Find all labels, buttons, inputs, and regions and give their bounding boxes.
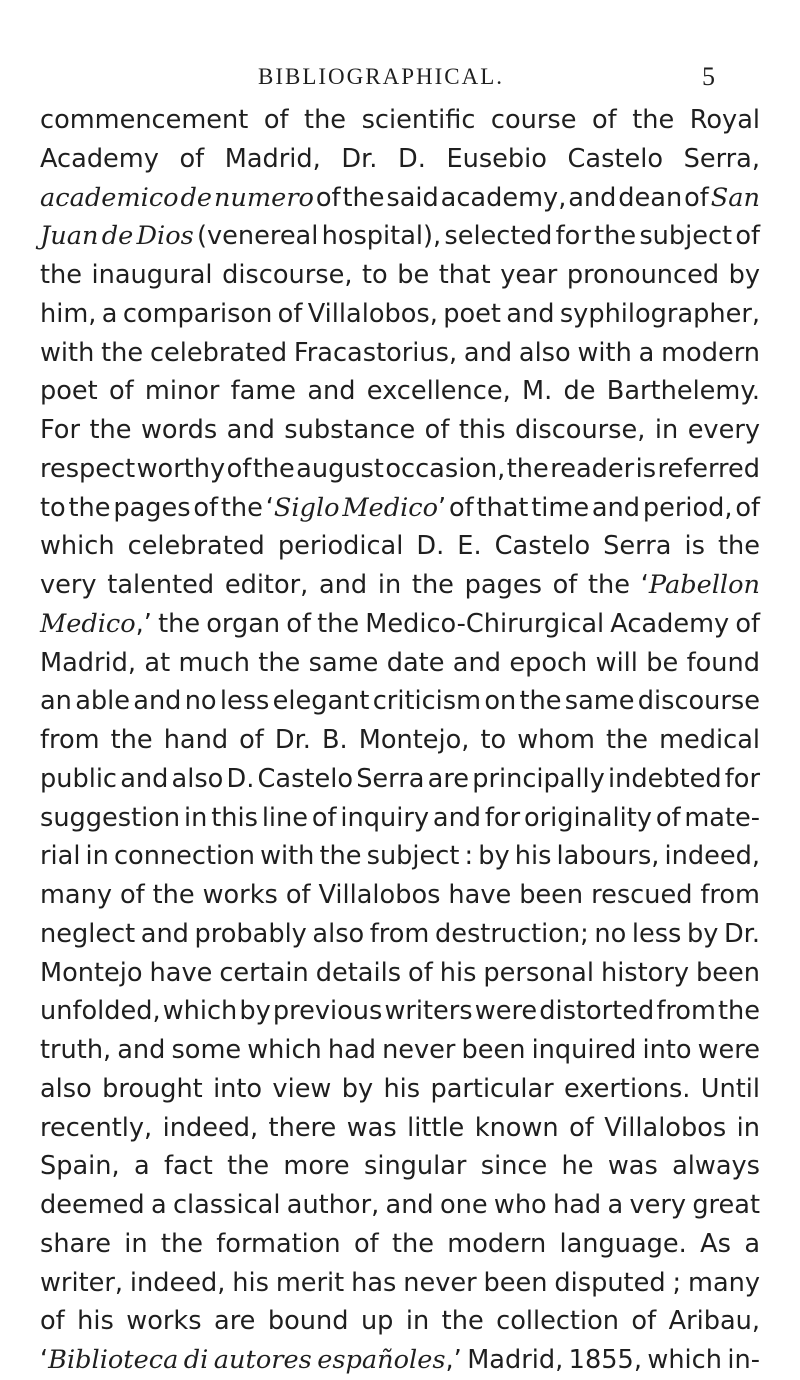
text-segment: Academy of Madrid, Dr. D. Eusebio Castelo Serra, (40, 143, 760, 174)
text-line (40, 1302, 760, 1341)
text-segment: respect worthy of the august occasion, the reader is referred (40, 453, 760, 484)
text-segment: from the hand of Dr. B. Montejo, to whom the medical (40, 725, 760, 755)
italic-text: Siglo Medico (273, 492, 439, 523)
text-line (40, 1070, 760, 1109)
text-line (40, 295, 760, 334)
text-segment: Madrid, at much the same date and epoch will be found (40, 647, 760, 678)
text-segment: poet of minor fame and excellence, M. de Barthelemy. (40, 376, 760, 407)
text-segment: recently, indeed, there was little known of Villalobos in (40, 1112, 760, 1143)
text-line (40, 1109, 760, 1148)
text-line (40, 605, 760, 644)
text-segment: commencement of the scientific course of the Royal (40, 105, 760, 135)
text-line (40, 217, 760, 256)
italic-text: Medico (40, 608, 136, 639)
text-line (40, 721, 760, 760)
text-segment: him, a comparison of Villalobos, poet and syphilographer, (40, 298, 760, 329)
text-line (40, 644, 760, 683)
italic-text: Juan de Dios (40, 221, 194, 252)
body-text (40, 101, 760, 1380)
text-line (40, 876, 760, 915)
text-line (40, 372, 760, 411)
italic-text: Biblioteca di autores españoles (48, 1345, 446, 1375)
text-segment: an able and no less elegant criticism on the same discourse (40, 686, 760, 717)
text-segment: of his works are bound up in the collection of Aribau, (40, 1306, 760, 1337)
text-segment: deemed a classical author, and one who had a very great (40, 1190, 760, 1220)
text-segment: unfolded, which by previous writers were distorted from the (40, 996, 760, 1027)
italic-text: Pabellon (648, 570, 760, 600)
text-line (40, 799, 760, 838)
text-line (40, 915, 760, 954)
text-line (40, 1147, 760, 1186)
text-line (40, 334, 760, 373)
text-line (40, 566, 760, 605)
text-line (40, 411, 760, 450)
text-segment: to the pages of the ‘ (40, 492, 274, 523)
text-segment: (venereal hospital), selected for the subject of (193, 221, 760, 252)
text-segment: many of the works of Villalobos have been rescued from (40, 880, 760, 910)
text-line (40, 837, 760, 876)
text-line (40, 527, 760, 566)
text-line (40, 992, 760, 1031)
text-segment: of the said academy, and dean of (313, 182, 711, 213)
text-segment: ,’ Madrid, 1855, which in- (445, 1345, 760, 1375)
page-header (0, 62, 800, 102)
text-line (40, 256, 760, 295)
text-segment: neglect and probably also from destruction; no less by Dr. (40, 918, 760, 949)
text-segment: which celebrated periodical D. E. Castelo Serra is the (40, 531, 760, 562)
text-segment: also brought into view by his particular exertions. Until (40, 1073, 760, 1104)
page-number: 5 (702, 62, 715, 91)
italic-text: San (710, 182, 760, 213)
text-line (40, 140, 760, 179)
text-line (40, 1186, 760, 1225)
italic-text: academico de numero (40, 182, 314, 213)
text-segment: ’ of that time and period, of (438, 492, 760, 523)
text-line (40, 682, 760, 721)
text-line (40, 760, 760, 799)
text-segment: Montejo have certain details of his personal history been (40, 957, 760, 988)
text-line (40, 489, 760, 528)
text-line (40, 179, 760, 218)
text-line (40, 954, 760, 993)
text-line (40, 1341, 760, 1380)
text-segment: suggestion in this line of inquiry and for originality of mate- (40, 802, 760, 833)
text-line (40, 1225, 760, 1264)
text-segment: ,’ the organ of the Medico-Chirurgical Academy of (135, 608, 760, 639)
running-head: BIBLIOGRAPHICAL. (258, 64, 505, 89)
text-line (40, 450, 760, 489)
text-segment: share in the formation of the modern language. As a (40, 1228, 760, 1259)
text-segment: public and also D. Castelo Serra are principally indebted for (40, 763, 760, 794)
text-line (40, 101, 760, 140)
text-segment: Spain, a fact the more singular since he was always (40, 1151, 760, 1182)
text-segment: the inaugural discourse, to be that year pronounced by (40, 260, 760, 290)
text-segment: with the celebrated Fracastorius, and also with a modern (40, 337, 760, 368)
text-segment: very talented editor, and in the pages of the ‘ (40, 570, 649, 600)
text-line (40, 1264, 760, 1303)
text-segment: truth, and some which had never been inquired into were (40, 1035, 760, 1065)
text-line (40, 1031, 760, 1070)
text-segment: rial in connection with the subject : by his labours, indeed, (40, 841, 760, 872)
text-segment: writer, indeed, his merit has never been disputed ; many (40, 1267, 760, 1298)
text-segment: For the words and substance of this discourse, in every (40, 415, 760, 445)
text-segment: ‘ (40, 1345, 49, 1375)
